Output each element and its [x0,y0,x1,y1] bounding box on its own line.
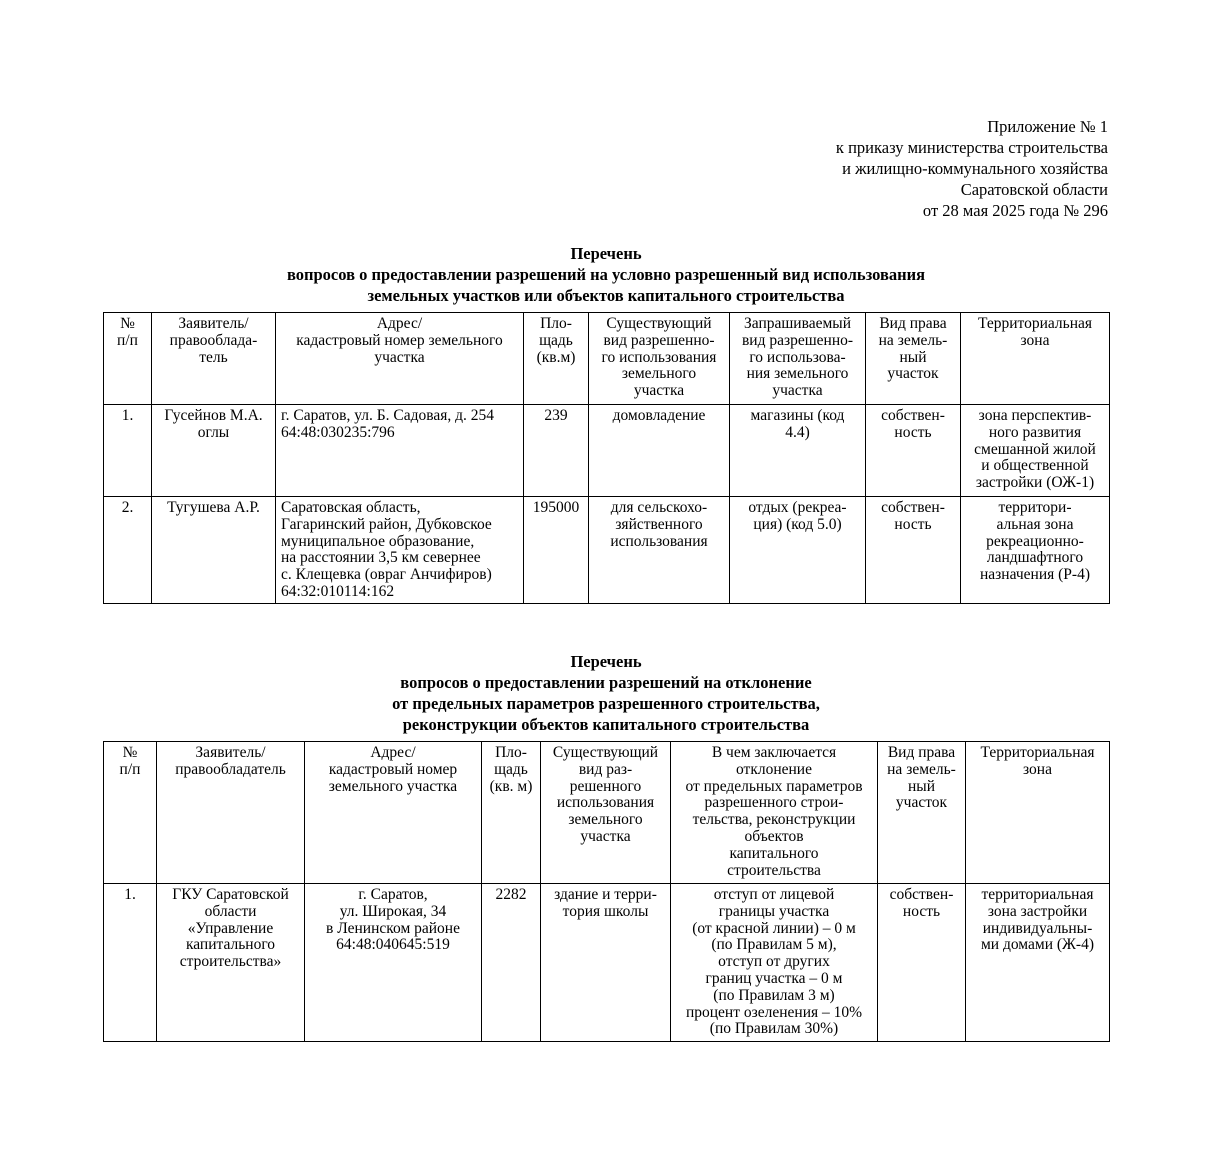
table-header-row [104,313,1110,405]
col-header-area: Пло- щадь (кв. м) [482,742,541,884]
cell-zone: территориальная зона застройки индивидуальны- ми домами (Ж-4) [966,884,1110,1042]
cell-area: 239 [524,405,589,497]
section2-title-line: вопросов о предоставлении разрешений на отклонение [400,673,812,692]
col-header-deviation: В чем заключается отклонение от предельных параметров разрешенного строи- тельства, реконструкции объектов капитального строительства [671,742,878,884]
col-header-number: № п/п [104,742,157,884]
cell-existing-use: для сельскохо- зяйственного использования [589,497,730,604]
cell-zone: зона перспектив- ного развития смешанной жилой и общественной застройки (ОЖ-1) [961,405,1110,497]
section2-title-line: от предельных параметров разрешенного строительства, [392,694,820,713]
section1-title [103,243,1109,306]
col-header-existing-use: Существующий вид разрешенно- го использования земельного участка [589,313,730,405]
table-row [104,497,1110,604]
cell-applicant: Гусейнов М.А. оглы [152,405,276,497]
section2-title [103,651,1109,735]
col-header-right: Вид права на земель- ный участок [878,742,966,884]
section1-title-line: земельных участков или объектов капитального строительства [367,286,845,305]
appendix-line: к приказу министерства строительства [835,138,1108,157]
cell-address: г. Саратов, ул. Б. Садовая, д. 254 64:48:030235:796 [276,405,524,497]
col-header-address: Адрес/ кадастровый номер земельного участка [276,313,524,405]
cell-address: Саратовская область, Гагаринский район, Дубковское муниципальное образование, на расстоянии 3,5 км севернее с. Клещевка (овраг Анчифиров) 64:32:010114:162 [276,497,524,604]
table-row [104,405,1110,497]
col-header-area: Пло- щадь (кв.м) [524,313,589,405]
cell-existing-use: домовладение [589,405,730,497]
cell-applicant: Тугушева А.Р. [152,497,276,604]
appendix-block [836,116,1108,221]
cell-deviation: отступ от лицевой границы участка (от красной линии) – 0 м (по Правилам 5 м), отступ от других границ участка – 0 м (по Правилам 3 м) процент озеленения – 10% (по Правилам 30%) [671,884,878,1042]
cell-zone: территори- альная зона рекреационно- ландшафтного назначения (Р-4) [961,497,1110,604]
cell-right: собствен- ность [866,497,961,604]
table-header-row [104,742,1110,884]
cell-area: 2282 [482,884,541,1042]
appendix-line: от 28 мая 2025 года № 296 [922,201,1108,220]
col-header-zone: Территориальная зона [961,313,1110,405]
cell-existing-use: здание и терри- тория школы [541,884,671,1042]
section2-table [103,741,1110,1042]
col-header-number: № п/п [104,313,152,405]
col-header-existing-use: Существующий вид раз- решенного использования земельного участка [541,742,671,884]
cell-number: 1. [104,884,157,1042]
cell-applicant: ГКУ Саратовской области «Управление капитального строительства» [157,884,305,1042]
cell-right: собствен- ность [866,405,961,497]
section1-title-line: вопросов о предоставлении разрешений на условно разрешенный вид использования [286,265,926,284]
cell-number: 1. [104,405,152,497]
section2-title-line: реконструкции объектов капитального строительства [402,715,810,734]
appendix-line: Приложение № 1 [987,117,1108,136]
section2-title-line: Перечень [570,652,642,671]
col-header-requested-use: Запрашиваемый вид разрешенно- го использова- ния земельного участка [730,313,866,405]
col-header-address: Адрес/ кадастровый номер земельного участка [305,742,482,884]
appendix-line: Саратовской области [960,180,1108,199]
cell-right: собствен- ность [878,884,966,1042]
cell-address: г. Саратов, ул. Широкая, 34 в Ленинском районе 64:48:040645:519 [305,884,482,1042]
col-header-applicant: Заявитель/ правооблада- тель [152,313,276,405]
appendix-line: и жилищно-коммунального хозяйства [842,159,1108,178]
section1-title-line: Перечень [570,244,642,263]
table-row [104,884,1110,1042]
cell-requested-use: магазины (код 4.4) [730,405,866,497]
section1-table [103,312,1110,604]
cell-number: 2. [104,497,152,604]
cell-area: 195000 [524,497,589,604]
col-header-right: Вид права на земель- ный участок [866,313,961,405]
col-header-applicant: Заявитель/ правообладатель [157,742,305,884]
col-header-zone: Территориальная зона [966,742,1110,884]
cell-requested-use: отдых (рекреа- ция) (код 5.0) [730,497,866,604]
